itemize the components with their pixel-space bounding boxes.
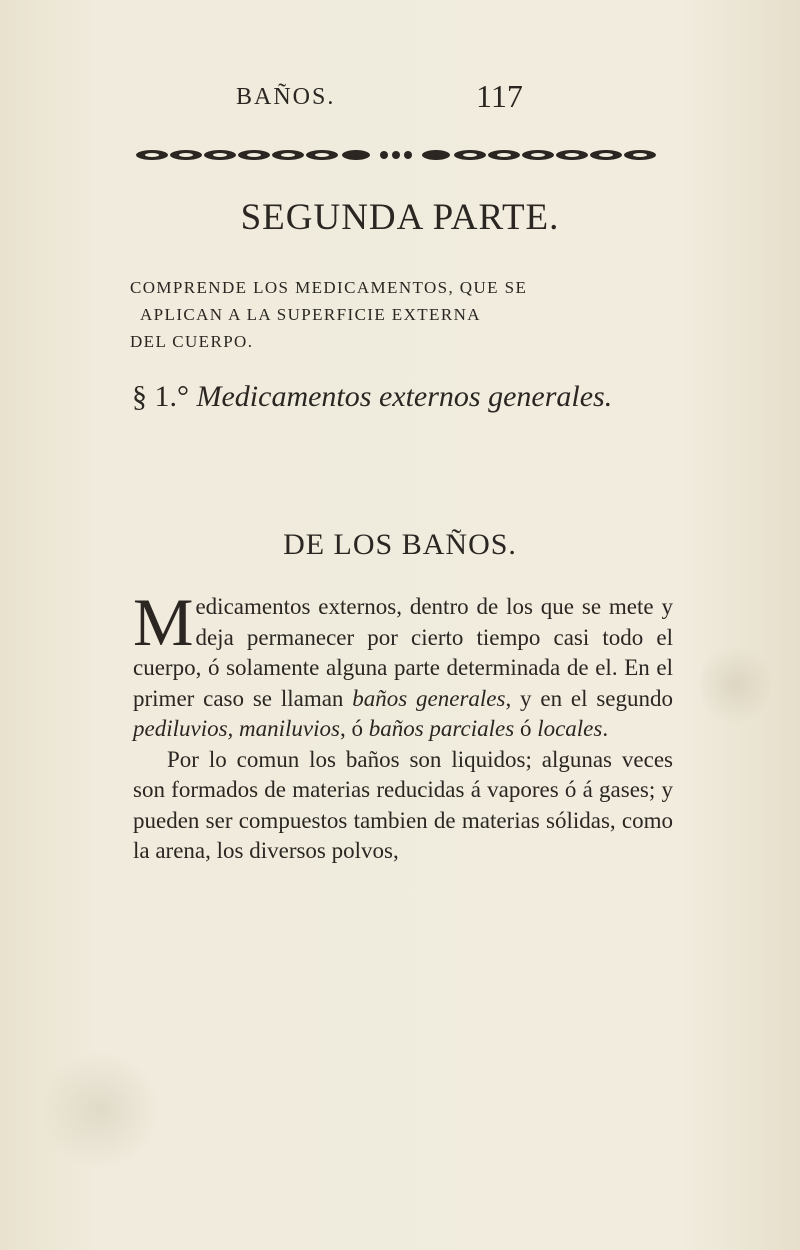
drop-cap: M: [133, 584, 194, 660]
italic-term: pediluvios, maniluvios: [133, 716, 340, 741]
subtitle-line: APLICAN A LA SUPERFICIE EXTERNA: [140, 305, 481, 324]
paragraph: Por lo comun los baños son liquidos; algunas veces son formados de materias reducidas á vapores ó á gases; y pueden ser compuestos tambien de materias sólidas, como la arena, los diversos polvos,: [133, 746, 673, 863]
section-title: Medicamentos externos generales.: [196, 380, 613, 413]
subtitle-line: DEL CUERPO.: [130, 332, 254, 351]
text-run: .: [602, 716, 609, 741]
chapter-heading: DE LOS BAÑOS.: [283, 528, 517, 561]
ornamental-rule: [134, 146, 670, 164]
text-run: , y en el segundo: [505, 685, 673, 711]
text-run: edicamentos externos, dentro de los que se mete y deja permanecer por cierto tiempo casi todo el cuerpo, ó solamente alguna parte determinada de el. En el primer caso se llaman: [133, 594, 673, 711]
page-stain: [700, 640, 770, 730]
section-number: § 1.°: [132, 380, 197, 413]
page-number: 117: [476, 78, 523, 114]
body-text: [133, 584, 673, 867]
part-title: SEGUNDA PARTE.: [240, 197, 560, 238]
text-run: , ó: [339, 716, 369, 741]
text-run: ó: [514, 716, 538, 741]
italic-term: baños parciales: [368, 716, 515, 741]
running-head: BAÑOS.: [236, 84, 336, 110]
paragraph: [133, 584, 673, 745]
section-heading: [132, 380, 692, 414]
page-stain: [40, 1050, 160, 1170]
italic-term: baños generales: [352, 685, 506, 711]
part-subtitle: [130, 274, 670, 355]
page-header: [0, 78, 800, 118]
italic-term: locales: [537, 716, 603, 741]
subtitle-line: COMPRENDE LOS MEDICAMENTOS, QUE SE: [130, 278, 528, 297]
